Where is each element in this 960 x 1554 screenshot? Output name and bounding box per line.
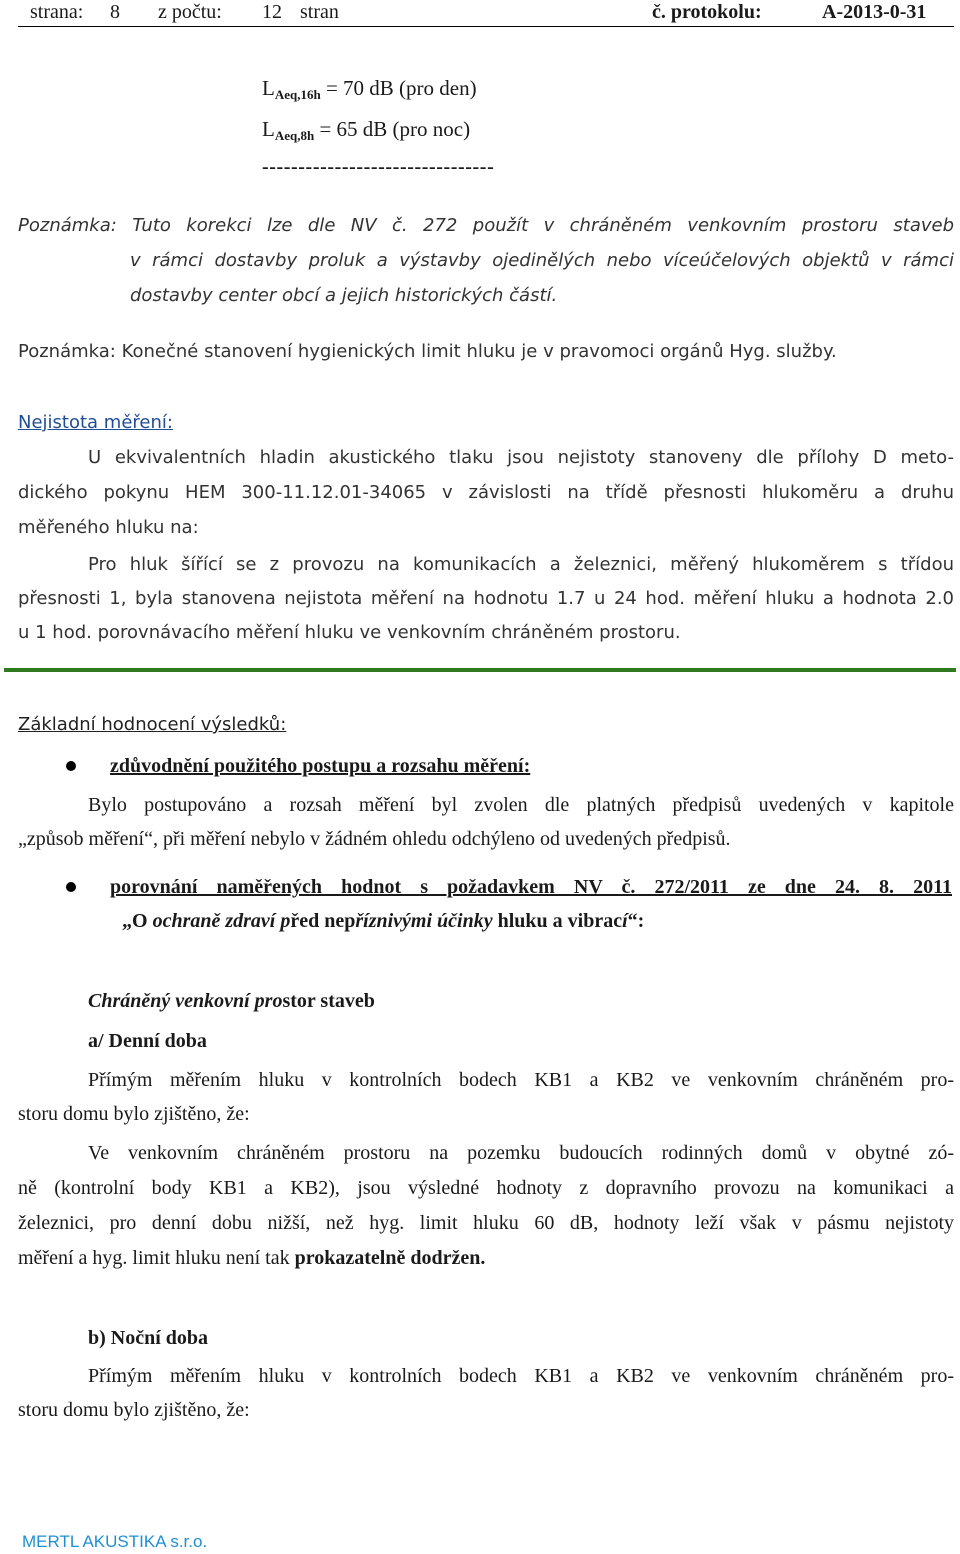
- uncertainty-value-line: Pro hluk šířící se z provozu na komunikacích a železnici, měřený hlukoměrem s třídou: [88, 554, 954, 575]
- day-text: [18, 1068, 954, 1126]
- limit-day: $L_{Aeq,16h} = 70$ dB (pro den): [262, 76, 477, 102]
- day-line: storu domu bylo zjištěno, že:: [18, 1103, 250, 1125]
- header-total-label: z počtu:: [158, 1, 222, 23]
- bullet-justification: zdůvodnění použitého postupu a rozsahu měření:: [110, 755, 531, 777]
- day-result-line: Ve venkovním chráněném prostoru na pozemku budoucích rodinných domů v obytné zó-: [88, 1142, 954, 1164]
- uncertainty-line: měřeného hluku na:: [18, 517, 199, 538]
- outdoor-heading: Chráněný venkovní prostor staveb: [88, 990, 375, 1012]
- night-text: [18, 1364, 954, 1422]
- header-page-label: strana:: [30, 1, 84, 23]
- footer-company: MERTL AKUSTIKA s.r.o.: [22, 1532, 208, 1551]
- justification-text: [18, 793, 954, 851]
- day-result-line: ně (kontrolní body KB1 a KB2), jsou výsledné hodnoty z dopravního provozu na komunikaci a: [18, 1177, 954, 1199]
- bullet-icon: [66, 882, 76, 892]
- night-line: storu domu bylo zjištěno, že:: [18, 1399, 250, 1421]
- day-result-text: [18, 1141, 954, 1270]
- uncertainty-heading: Nejistota měření:: [18, 412, 173, 433]
- night-heading: b) Noční doba: [88, 1327, 209, 1349]
- uncertainty-value-line: u 1 hod. porovnávacího měření hluku ve venkovním chráněném prostoru.: [18, 622, 681, 643]
- section-divider: [4, 668, 956, 672]
- limit-night: $L_{Aeq,8h} = 65$ dB (pro noc): [262, 117, 471, 143]
- uncertainty-line: dického pokynu HEM 300-11.12.01-34065 v závislosti na třídě přesnosti hlukoměru a druhu: [18, 482, 954, 503]
- day-line: Přímým měřením hluku v kontrolních bodech KB1 a KB2 ve venkovním chráněném pro-: [88, 1069, 954, 1091]
- bullet-icon: [66, 761, 76, 771]
- uncertainty-text: [18, 446, 954, 540]
- header-page-number: 8: [110, 1, 120, 23]
- bullet-comparison: porovnání naměřených hodnot s požadavkem NV č. 272/2011 ze dne 24. 8. 2011: [110, 876, 952, 898]
- day-result-line: měření a hyg. limit hluku není tak prokazatelně dodržen.: [18, 1247, 486, 1269]
- note-correction: [18, 214, 954, 308]
- uncertainty-value-line: přesnosti 1, byla stanovena nejistota měření na hodnotu 1.7 u 24 hod. měření hluku a hodnota 2.0: [18, 588, 954, 609]
- uncertainty-line: U ekvivalentních hladin akustického tlaku jsou nejistoty stanoveny dle přílohy D meto-: [88, 447, 954, 468]
- justification-line: „způsob měření“, při měření nebylo v žádném ohledu odchýleno od uvedených předpisů.: [18, 828, 731, 850]
- header-protocol-number: A-2013-0-31: [822, 1, 927, 23]
- justification-line: Bylo postupováno a rozsah měření byl zvolen dle platných předpisů uvedených v kapitole: [88, 794, 954, 816]
- note-correction-line: dostavby center obcí a jejich historických částí.: [130, 285, 558, 306]
- note-correction-line: v rámci dostavby proluk a výstavby ojedinělých nebo víceúčelových objektů v rámci: [130, 250, 954, 271]
- header-pages-word: stran: [300, 1, 339, 23]
- day-result-line: železnici, pro denní dobu nižší, než hyg. limit hluku 60 dB, hodnoty leží však v pásmu nejistoty: [18, 1212, 954, 1234]
- regulation-title: „O ochraně zdraví před nepříznivými účinky hluku a vibrací“:: [122, 910, 645, 932]
- dash-separator: --------------------------------: [262, 156, 495, 178]
- header-total-number: 12: [262, 1, 282, 23]
- evaluation-heading: Základní hodnocení výsledků:: [18, 714, 287, 735]
- note-final: Poznámka: Konečné stanovení hygienických limit hluku je v pravomoci orgánů Hyg. služby.: [18, 341, 837, 362]
- header-divider: [18, 26, 954, 27]
- day-heading: a/ Denní doba: [88, 1030, 207, 1052]
- uncertainty-value-text: [18, 553, 954, 645]
- header-protocol-label: č. protokolu:: [652, 1, 762, 23]
- night-line: Přímým měřením hluku v kontrolních bodech KB1 a KB2 ve venkovním chráněném pro-: [88, 1365, 954, 1387]
- note-correction-line: Poznámka: Tuto korekci lze dle NV č. 272 použít v chráněném venkovním prostoru staveb: [18, 215, 954, 236]
